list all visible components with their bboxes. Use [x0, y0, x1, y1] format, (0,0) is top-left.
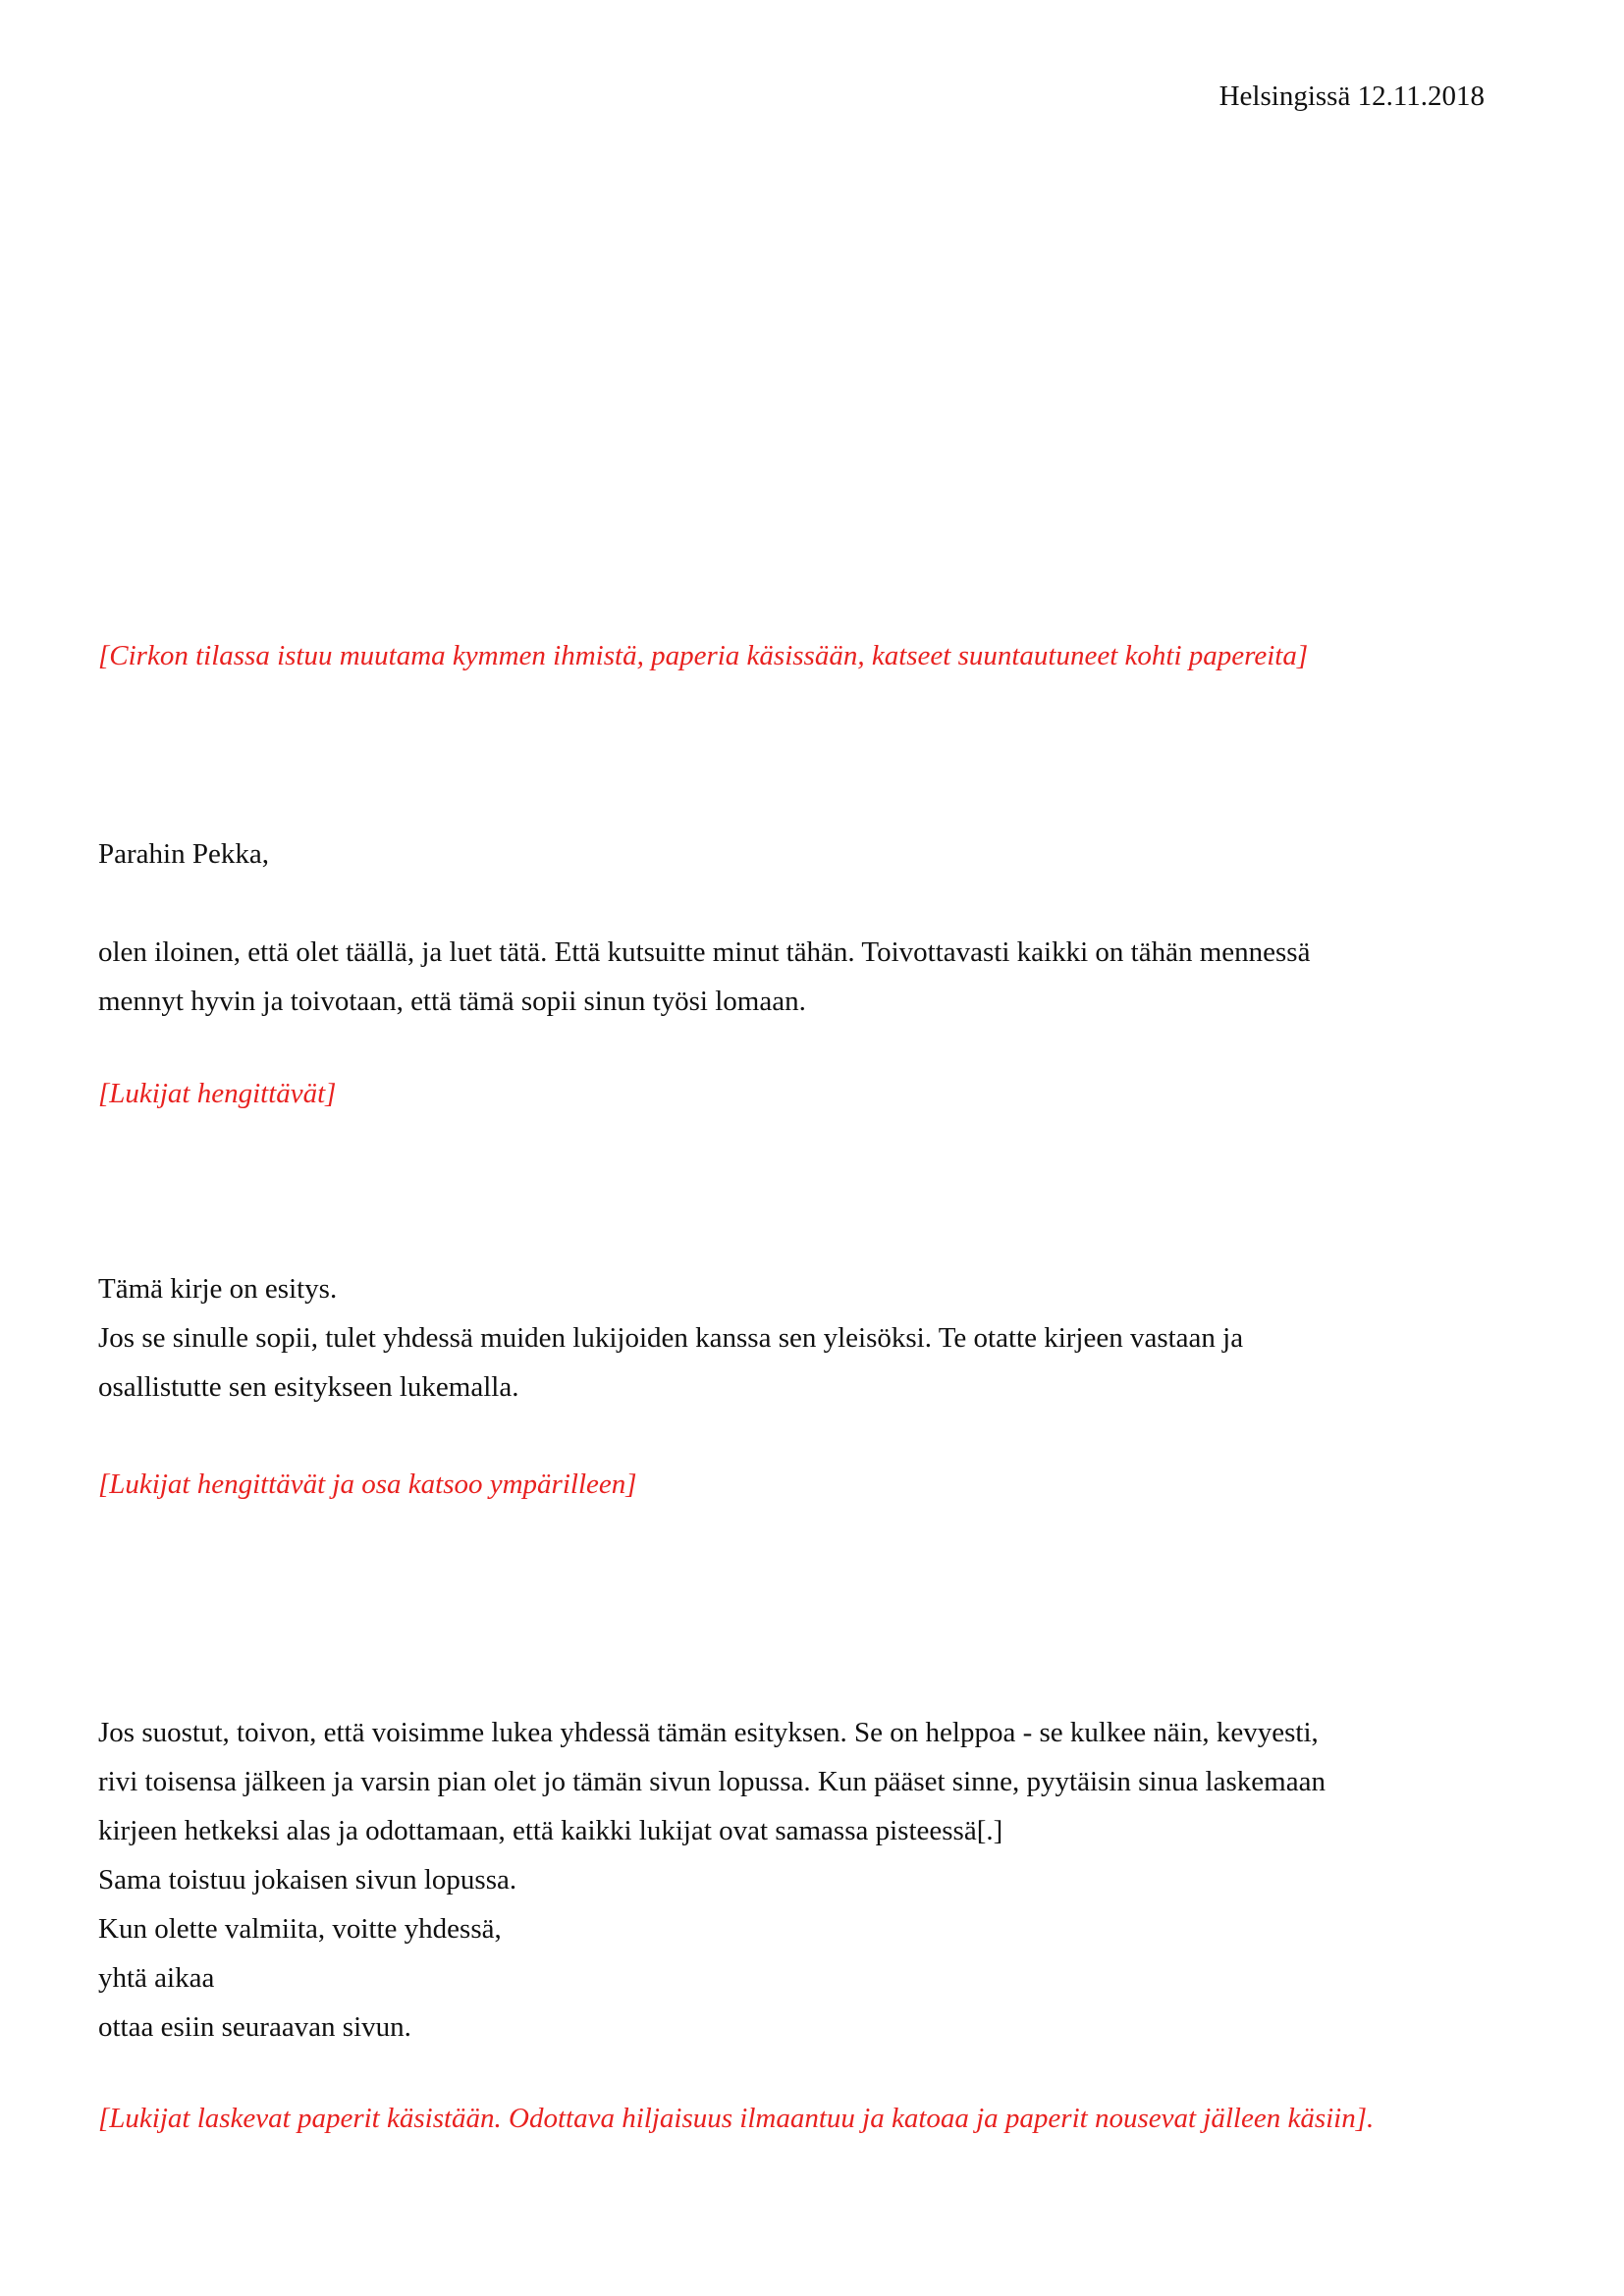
- paragraph-2: [98, 1264, 1512, 1412]
- stage-direction-1: [Cirkon tilassa istuu muutama kymmen ihmistä, paperia käsissään, katseet suuntautuneet kohti papereita]: [98, 640, 1309, 671]
- text-line: kirjeen hetkeksi alas ja odottamaan, että kaikki lukijat ovat samassa pisteessä[.]: [98, 1815, 1003, 1846]
- text-line: yhtä aikaa: [98, 1962, 215, 1994]
- stage-direction-4: [Lukijat laskevat paperit käsistään. Odottava hiljaisuus ilmaantuu ja katoaa ja paperit nousevat jälleen käsiin].: [98, 2103, 1375, 2134]
- text-line: osallistutte sen esitykseen lukemalla.: [98, 1371, 519, 1403]
- text-line: Jos se sinulle sopii, tulet yhdessä muiden lukijoiden kanssa sen yleisöksi. Te otatte kirjeen vastaan ja: [98, 1322, 1244, 1354]
- text-line: Tämä kirje on esitys.: [98, 1273, 338, 1305]
- text-line: mennyt hyvin ja toivotaan, että tämä sopii sinun työsi lomaan.: [98, 986, 806, 1017]
- dateline: Helsingissä 12.11.2018: [1218, 80, 1485, 112]
- text-line: rivi toisensa jälkeen ja varsin pian olet jo tämän sivun lopussa. Kun pääset sinne, pyytäisin sinua laskemaan: [98, 1766, 1326, 1797]
- stage-direction-2: [Lukijat hengittävät]: [98, 1078, 337, 1109]
- text-line: Sama toistuu jokaisen sivun lopussa.: [98, 1864, 517, 1896]
- text-line: ottaa esiin seuraavan sivun.: [98, 2011, 411, 2043]
- greeting: Parahin Pekka,: [98, 838, 269, 870]
- stage-direction-3: [Lukijat hengittävät ja osa katsoo ympärilleen]: [98, 1468, 637, 1500]
- text-line: olen iloinen, että olet täällä, ja luet tätä. Että kutsuitte minut tähän. Toivottavasti kaikki on tähän mennessä: [98, 936, 1311, 968]
- text-line: Jos suostut, toivon, että voisimme lukea yhdessä tämän esityksen. Se on helppoa - se kulkee näin, kevyesti,: [98, 1717, 1319, 1748]
- paragraph-1: [98, 928, 1512, 1026]
- text-line: Kun olette valmiita, voitte yhdessä,: [98, 1913, 502, 1945]
- paragraph-3: [98, 1708, 1512, 2052]
